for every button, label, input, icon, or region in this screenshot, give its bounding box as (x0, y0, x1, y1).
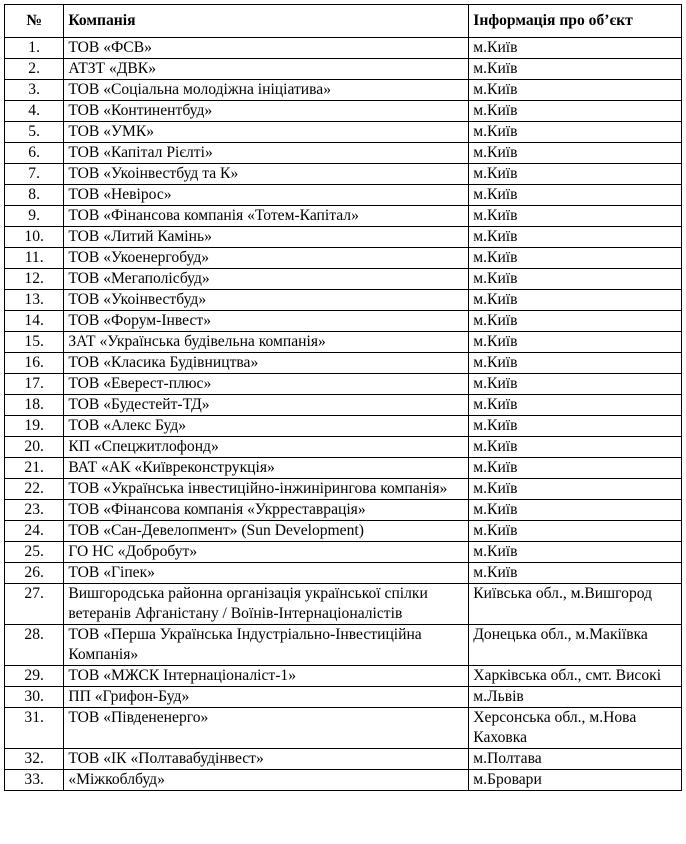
object-location: м.Київ (469, 101, 682, 122)
header-company: Компанія (64, 5, 469, 38)
company-name: ПП «Грифон-Буд» (64, 687, 469, 708)
company-name: ТОВ «МЖСК Інтернаціоналіст-1» (64, 666, 469, 687)
company-name: ГО НС «Добробут» (64, 542, 469, 563)
row-number: 9. (5, 206, 64, 227)
object-location: м.Бровари (469, 770, 682, 791)
row-number: 28. (5, 625, 64, 666)
object-location: м.Полтава (469, 749, 682, 770)
company-name: ТОВ «Невірос» (64, 185, 469, 206)
table-row (5, 38, 682, 59)
object-location: м.Київ (469, 437, 682, 458)
object-location: м.Київ (469, 38, 682, 59)
table-header-row (5, 5, 682, 38)
company-name: ВАТ «АК «Київреконструкція» (64, 458, 469, 479)
company-name: ТОВ «Укоінвестбуд» (64, 290, 469, 311)
object-location: м.Київ (469, 479, 682, 500)
table-row (5, 584, 682, 625)
object-location: м.Київ (469, 458, 682, 479)
company-name: ТОВ «Класика Будівництва» (64, 353, 469, 374)
company-name: ТОВ «Сан-Девелопмент» (Sun Development) (64, 521, 469, 542)
object-location: м.Київ (469, 311, 682, 332)
company-name: «Міжкоблбуд» (64, 770, 469, 791)
company-name: ЗАТ «Українська будівельна компанія» (64, 332, 469, 353)
table-row (5, 353, 682, 374)
company-name: ТОВ «Укоінвестбуд та К» (64, 164, 469, 185)
table-row (5, 437, 682, 458)
company-name: ТОВ «ІК «Полтавабудінвест» (64, 749, 469, 770)
table-row (5, 521, 682, 542)
table-row (5, 164, 682, 185)
object-location: м.Київ (469, 185, 682, 206)
row-number: 33. (5, 770, 64, 791)
table-row (5, 332, 682, 353)
object-location: м.Київ (469, 332, 682, 353)
company-name: ТОВ «Алекс Буд» (64, 416, 469, 437)
object-location: м.Київ (469, 269, 682, 290)
object-location: м.Київ (469, 59, 682, 80)
table-row (5, 59, 682, 80)
object-location: м.Київ (469, 248, 682, 269)
table-row (5, 185, 682, 206)
table-row (5, 248, 682, 269)
table-row (5, 227, 682, 248)
object-location: м.Київ (469, 416, 682, 437)
company-name: Вишгородська районна організація української спілки ветеранів Афганістану / Воїнів-Інтернаціоналістів (64, 584, 469, 625)
company-name: АТЗТ «ДВК» (64, 59, 469, 80)
table-row (5, 625, 682, 666)
object-location: м.Львів (469, 687, 682, 708)
row-number: 30. (5, 687, 64, 708)
company-name: ТОВ «Будестейт-ТД» (64, 395, 469, 416)
table-row (5, 770, 682, 791)
object-location: м.Київ (469, 227, 682, 248)
table-body (5, 38, 682, 791)
object-location: м.Київ (469, 521, 682, 542)
row-number: 22. (5, 479, 64, 500)
object-location: м.Київ (469, 353, 682, 374)
table-row (5, 290, 682, 311)
table-row (5, 206, 682, 227)
object-location: м.Київ (469, 542, 682, 563)
row-number: 31. (5, 708, 64, 749)
table-row (5, 479, 682, 500)
row-number: 4. (5, 101, 64, 122)
row-number: 29. (5, 666, 64, 687)
company-name: ТОВ «Капітал Рієлті» (64, 143, 469, 164)
object-location: м.Київ (469, 563, 682, 584)
object-location: м.Київ (469, 374, 682, 395)
row-number: 10. (5, 227, 64, 248)
table-row (5, 122, 682, 143)
company-name: ТОВ «Фінансова компанія «Тотем-Капітал» (64, 206, 469, 227)
row-number: 8. (5, 185, 64, 206)
company-name: ТОВ «Континентбуд» (64, 101, 469, 122)
object-location: м.Київ (469, 206, 682, 227)
row-number: 14. (5, 311, 64, 332)
row-number: 16. (5, 353, 64, 374)
row-number: 26. (5, 563, 64, 584)
object-location: Харківська обл., смт. Високі (469, 666, 682, 687)
row-number: 23. (5, 500, 64, 521)
object-location: м.Київ (469, 80, 682, 101)
table-row (5, 143, 682, 164)
company-name: КП «Спецжитлофонд» (64, 437, 469, 458)
header-object-info: Інформація про об’єкт (469, 5, 682, 38)
company-name: ТОВ «Фінансова компанія «Укрреставрація» (64, 500, 469, 521)
row-number: 24. (5, 521, 64, 542)
object-location: Херсонська обл., м.Нова Каховка (469, 708, 682, 749)
table-row (5, 563, 682, 584)
table-row (5, 101, 682, 122)
row-number: 7. (5, 164, 64, 185)
table-row (5, 666, 682, 687)
table-row (5, 374, 682, 395)
table-row (5, 80, 682, 101)
row-number: 17. (5, 374, 64, 395)
table-row (5, 500, 682, 521)
table-row (5, 416, 682, 437)
company-name: ТОВ «УМК» (64, 122, 469, 143)
company-name: ТОВ «ФСВ» (64, 38, 469, 59)
row-number: 19. (5, 416, 64, 437)
object-location: м.Київ (469, 143, 682, 164)
row-number: 2. (5, 59, 64, 80)
row-number: 25. (5, 542, 64, 563)
company-name: ТОВ «Мегаполісбуд» (64, 269, 469, 290)
company-name: ТОВ «Українська інвестиційно-інжинірингова компанія» (64, 479, 469, 500)
row-number: 32. (5, 749, 64, 770)
row-number: 12. (5, 269, 64, 290)
row-number: 3. (5, 80, 64, 101)
object-location: м.Київ (469, 500, 682, 521)
company-name: ТОВ «Литий Камінь» (64, 227, 469, 248)
row-number: 1. (5, 38, 64, 59)
table-row (5, 749, 682, 770)
row-number: 13. (5, 290, 64, 311)
table-row (5, 458, 682, 479)
table-row (5, 708, 682, 749)
company-name: ТОВ «Укоенергобуд» (64, 248, 469, 269)
company-name: ТОВ «Гіпек» (64, 563, 469, 584)
row-number: 18. (5, 395, 64, 416)
table-row (5, 395, 682, 416)
table-row (5, 542, 682, 563)
header-number: № (5, 5, 64, 38)
table-row (5, 687, 682, 708)
object-location: Донецька обл., м.Макіївка (469, 625, 682, 666)
row-number: 11. (5, 248, 64, 269)
row-number: 20. (5, 437, 64, 458)
row-number: 6. (5, 143, 64, 164)
row-number: 21. (5, 458, 64, 479)
companies-table (4, 4, 682, 791)
object-location: м.Київ (469, 395, 682, 416)
company-name: ТОВ «Соціальна молодіжна ініціатива» (64, 80, 469, 101)
company-name: ТОВ «Перша Українська Індустріально-Інвестиційна Компанія» (64, 625, 469, 666)
object-location: м.Київ (469, 290, 682, 311)
row-number: 5. (5, 122, 64, 143)
company-name: ТОВ «Південенерго» (64, 708, 469, 749)
object-location: м.Київ (469, 164, 682, 185)
row-number: 15. (5, 332, 64, 353)
table-row (5, 269, 682, 290)
row-number: 27. (5, 584, 64, 625)
object-location: Київська обл., м.Вишгород (469, 584, 682, 625)
company-name: ТОВ «Форум-Інвест» (64, 311, 469, 332)
object-location: м.Київ (469, 122, 682, 143)
table-row (5, 311, 682, 332)
company-name: ТОВ «Еверест-плюс» (64, 374, 469, 395)
